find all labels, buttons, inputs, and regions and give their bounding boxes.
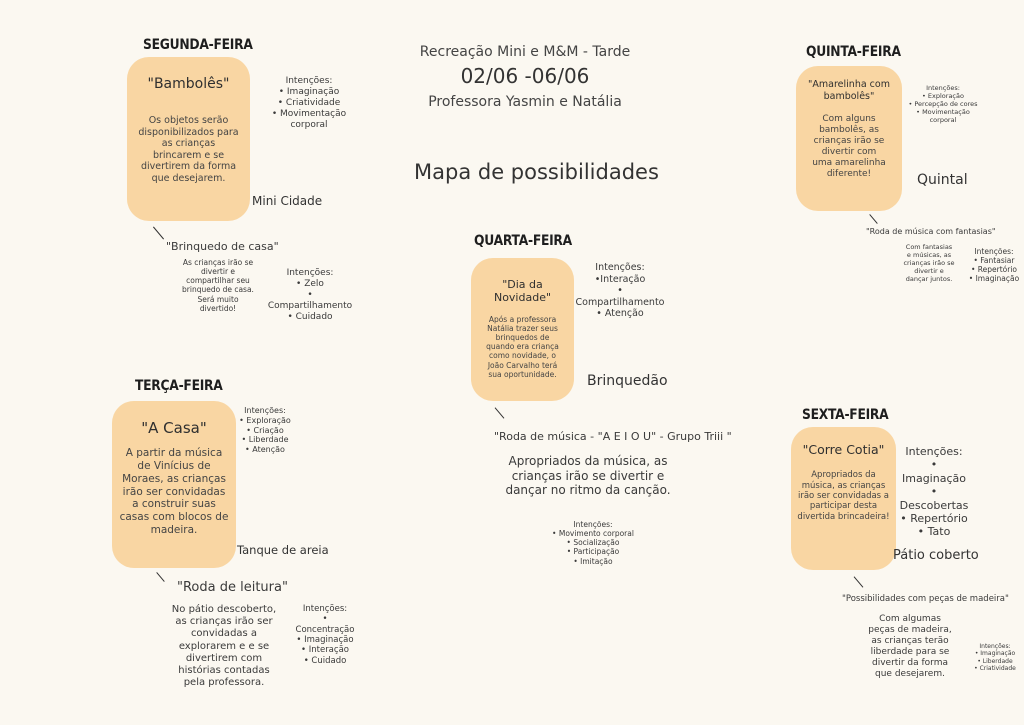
day-label-quinta: QUINTA-FEIRA [806, 44, 901, 60]
card-title: "Amarelinha com bambolês" [808, 79, 890, 102]
sub-intentions-sexta: Intenções: • Imaginação • Liberdade • Criatividade [974, 643, 1016, 672]
card-body: Os objetos serão disponibilizados para as crianças brincarem e se divertirem da forma que desejarem. [138, 115, 239, 184]
sub-activity-body-segunda: As crianças irão se divertir e compartilhar seu brinquedo de casa. Será muito divertido! [182, 258, 254, 313]
sub-activity-title-segunda: "Brinquedo de casa" [166, 240, 279, 253]
card-body: Após a professora Natália trazer seus brinquedos de quando era criança como novidade, o João Carvalho terá sua oportunidade. [486, 314, 559, 379]
sub-intentions-terca: Intenções: • Concentração • Imaginação • Interação • Cuidado [295, 604, 355, 666]
sub-activity-title-terca: "Roda de leitura" [177, 580, 288, 595]
card-title: "Corre Cotia" [802, 442, 885, 457]
activity-card-terca [112, 401, 236, 568]
card-body: Com alguns bambolês, as crianças irão se divertir com uma amarelinha diferente! [812, 114, 886, 179]
sub-activity-title-quarta: "Roda de música - "A E I O U" - Grupo Triii " [494, 430, 732, 443]
place-terca: Tanque de areia [237, 543, 329, 557]
place-quarta: Brinquedão [587, 373, 668, 389]
card-body: Apropriados da música, as crianças irão ser convidadas a participar desta divertida brincadeira! [797, 470, 890, 522]
day-label-quarta: QUARTA-FEIRA [474, 233, 572, 249]
header-subtitle: Recreação Mini e M&M - Tarde [419, 44, 631, 60]
day-label-sexta: SEXTA-FEIRA [802, 407, 889, 423]
activity-card-sexta [791, 427, 896, 570]
day-label-segunda: SEGUNDA-FEIRA [143, 37, 253, 53]
card-title: "Dia da Novidade" [493, 278, 552, 305]
card-title: "A Casa" [141, 419, 207, 437]
activity-card-segunda [127, 57, 250, 221]
sub-intentions-segunda: Intenções: • Zelo • Compartilhamento • Cuidado [267, 268, 353, 322]
header-teachers: Professora Yasmin e Natália [428, 94, 622, 110]
connector-line [869, 214, 877, 224]
sub-activity-title-quinta: "Roda de música com fantasias" [866, 227, 996, 236]
place-sexta: Pátio coberto [893, 548, 979, 563]
connector-line [153, 227, 164, 240]
connector-line [156, 572, 164, 582]
card-body: A partir da música de Vinícius de Moraes, as crianças irão ser convidadas a construir suas casas com blocos de madeira. [119, 447, 229, 537]
place-segunda: Mini Cidade [252, 194, 323, 208]
sub-activity-body-quinta: Com fantasias e músicas, as crianças irão se divertir e dançar juntos. [903, 243, 955, 283]
intentions-sexta: Intenções: • Imaginação • Descobertas • Repertório • Tato [899, 445, 969, 539]
sub-activity-body-quarta: Apropriados da música, as crianças irão se divertir e dançar no ritmo da canção. [505, 454, 671, 498]
intentions-terca: Intenções: • Exploração • Criação • Liberdade • Atenção [239, 406, 291, 454]
activity-card-quinta [796, 66, 902, 211]
sub-intentions-quinta: Intenções: • Fantasiar • Repertório • Imaginação [968, 247, 1020, 284]
place-quinta: Quintal [917, 172, 968, 188]
map-title: Mapa de possibilidades [414, 160, 659, 184]
sub-activity-body-sexta: Com algumas peças de madeira, as crianças terão liberdade para se divertir da forma que desejarem. [868, 614, 952, 679]
connector-line [854, 576, 864, 587]
sub-intentions-quarta: Intenções: • Movimento corporal • Socialização • Participação • Imitação [552, 520, 634, 566]
intentions-quarta: Intenções: •Interação • Compartilhamento • Atenção [575, 262, 665, 320]
day-label-terca: TERÇA-FEIRA [135, 378, 223, 394]
intentions-segunda: Intenções: • Imaginação • Criatividade • Movimentação corporal [271, 76, 347, 130]
header-dates: 02/06 -06/06 [460, 64, 590, 88]
intentions-quinta: Intenções: • Exploração • Percepção de cores • Movimentação corporal [908, 84, 978, 124]
header [380, 44, 670, 110]
connector-line [495, 407, 505, 418]
card-title: "Bambolês" [147, 76, 230, 92]
activity-card-quarta [471, 258, 574, 401]
sub-activity-title-sexta: "Possibilidades com peças de madeira" [842, 594, 1009, 604]
sub-activity-body-terca: No pátio descoberto, as crianças irão ser convidadas a explorarem e e se divertirem com histórias contadas pela professora. [171, 604, 277, 689]
